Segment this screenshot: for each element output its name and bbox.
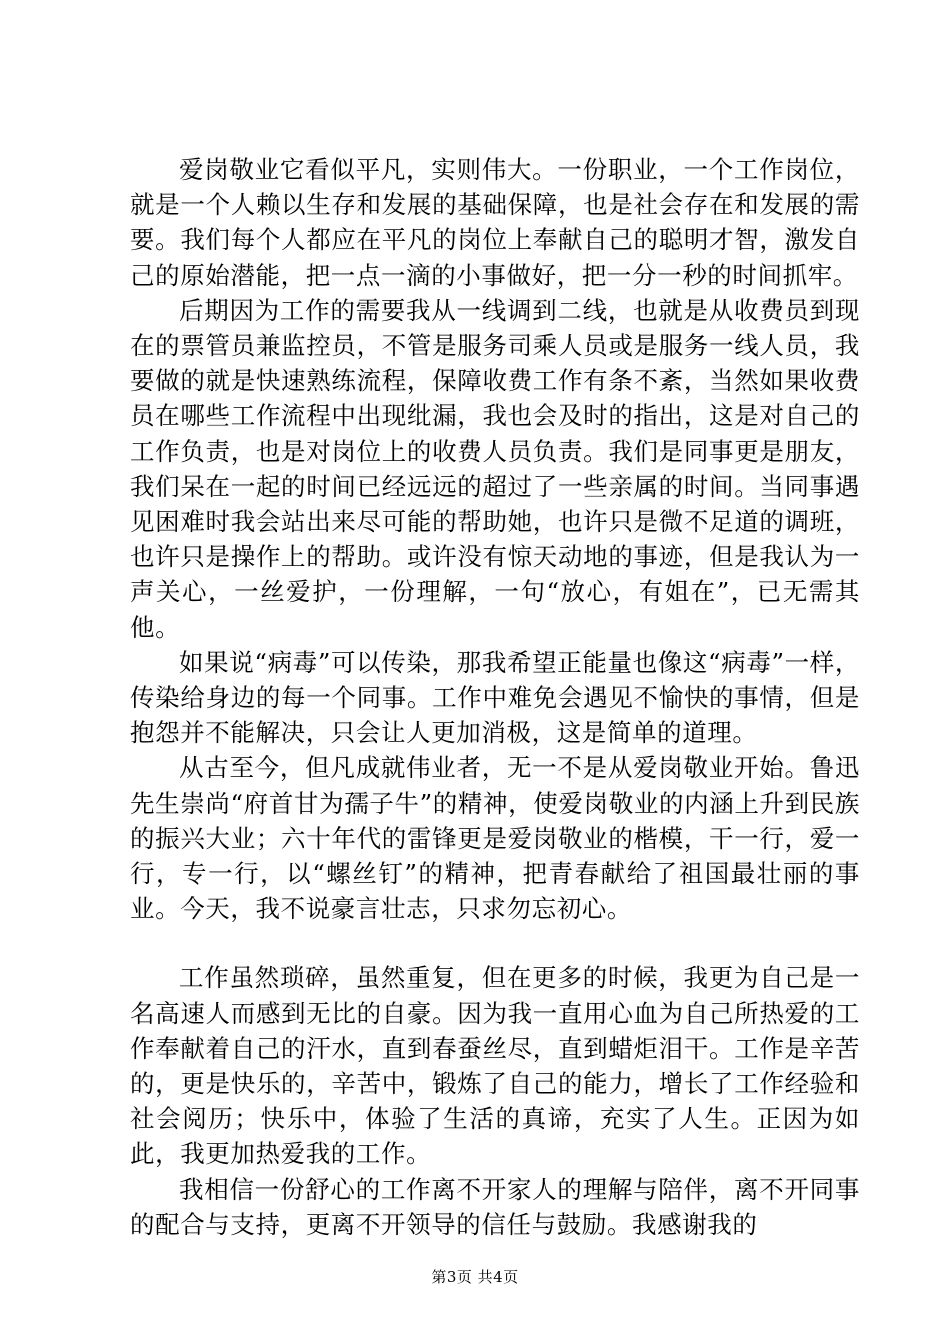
paragraph-6: 我相信一份舒心的工作离不开家人的理解与陪伴，离不开同事的配合与支持，更离不开领导的信任与鼓励。我感谢我的	[130, 1174, 860, 1239]
paragraph-2: 后期因为工作的需要我从一线调到二线，也就是从收费员到现在的票管员兼监控员，不管是服务司乘人员或是服务一线人员，我要做的就是快速熟练流程，保障收费工作有条不紊，当然如果收费员在哪些工作流程中出现纰漏，我也会及时的指出，这是对自己的工作负责，也是对岗位上的收费人员负责。我们是同事更是朋友，我们呆在一起的时间已经远远的超过了一些亲属的时间。当同事遇见困难时我会站出来尽可能的帮助她，也许只是微不足道的调班，也许只是操作上的帮助。或许没有惊天动地的事迹，但是我认为一声关心，一丝爱护，一份理解，一句“放心，有姐在”，已无需其他。	[130, 295, 860, 642]
paragraph-4: 从古至今，但凡成就伟业者，无一不是从爱岗敬业开始。鲁迅先生崇尚“府首甘为孺子牛”的精神，使爱岗敬业的内涵上升到民族的振兴大业；六十年代的雷锋更是爱岗敬业的楷模，干一行，爱一行，专一行，以“螺丝钉”的精神，把青春献给了祖国最壮丽的事业。今天，我不说豪言壮志，只求勿忘初心。	[130, 753, 860, 924]
page-footer: 第3页 共4页	[431, 1268, 519, 1286]
paragraph-5: 工作虽然琐碎，虽然重复，但在更多的时候，我更为自己是一名高速人而感到无比的自豪。因为我一直用心血为自己所热爱的工作奉献着自己的汗水，直到春蚕丝尽，直到蜡炬泪干。工作是辛苦的，更是快乐的，辛苦中，锻炼了自己的能力，增长了工作经验和社会阅历；快乐中，体验了生活的真谛，充实了人生。正因为如此，我更加热爱我的工作。	[130, 963, 860, 1169]
document-body	[130, 152, 860, 1242]
paragraph-3: 如果说“病毒”可以传染，那我希望正能量也像这“病毒”一样，传染给身边的每一个同事。工作中难免会遇见不愉快的事情，但是抱怨并不能解决，只会让人更加消极，这是简单的道理。	[130, 647, 860, 748]
paragraph-1: 爱岗敬业它看似平凡，实则伟大。一份职业，一个工作岗位，就是一个人赖以生存和发展的基础保障，也是社会存在和发展的需要。我们每个人都应在平凡的岗位上奉献自己的聪明才智，激发自己的原始潜能，把一点一滴的小事做好，把一分一秒的时间抓牢。	[130, 155, 860, 290]
paragraph-spacer	[130, 926, 860, 960]
